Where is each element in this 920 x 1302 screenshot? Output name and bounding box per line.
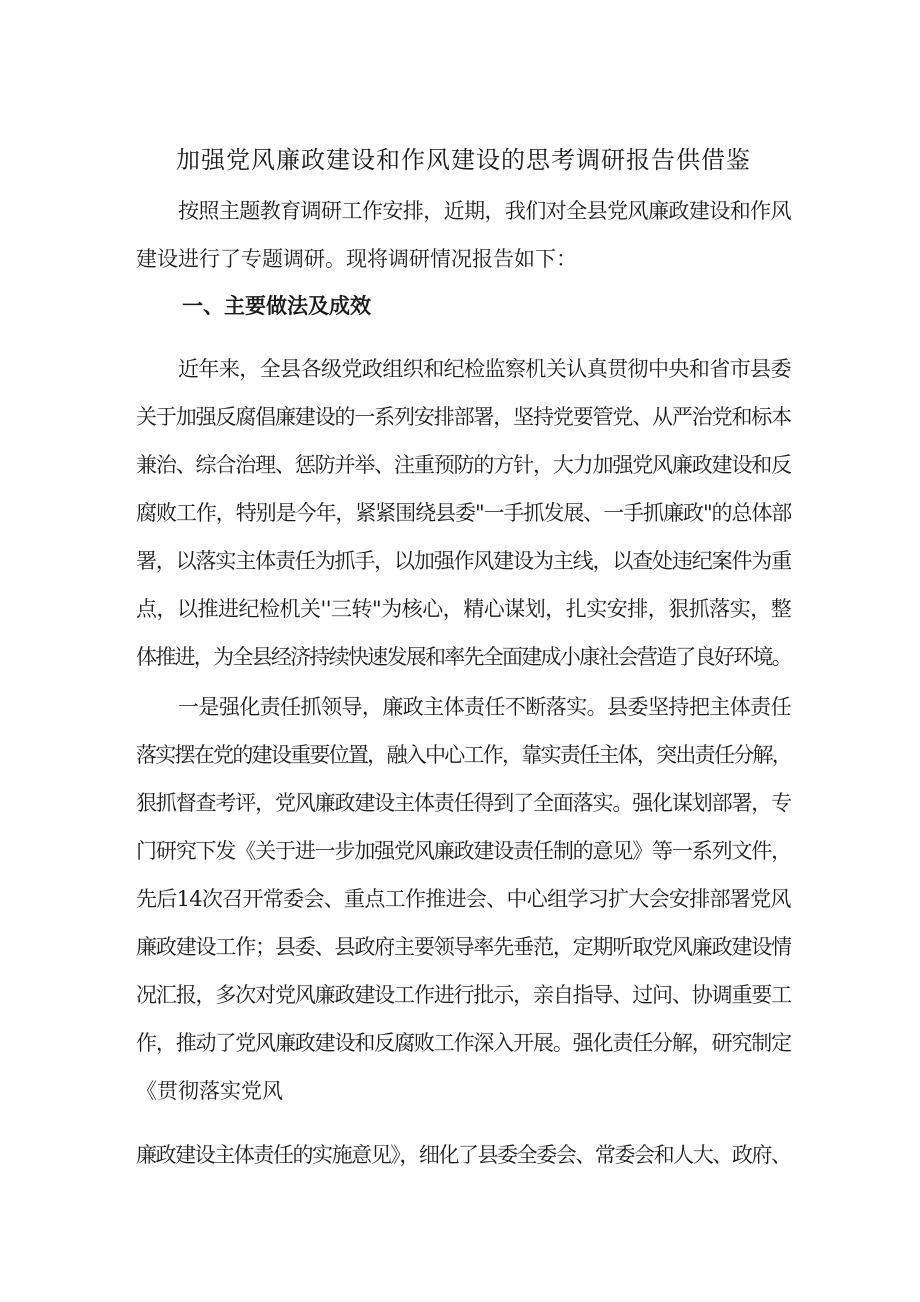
paragraph-1-line-7: 体推进，为全县经济持续快速发展和率先全面建成小康社会营造了良好环境。: [136, 645, 791, 669]
paragraph-1-line-4: 腐败工作，特别是今年，紧紧围绕县委"一手抓发展、一手抓廉政"的总体部: [136, 501, 791, 525]
paragraph-1: [136, 345, 791, 681]
paragraph-1-line-5: 署，以落实主体责任为抓手，以加强作风建设为主线，以查处违纪案件为重: [136, 549, 791, 573]
paragraph-2-line-9: 《贯彻落实党风: [136, 1079, 283, 1103]
paragraph-1-line-6: 点，以推进纪检机关''三转"为核心，精心谋划，扎实安排，狠抓落实，整: [136, 597, 791, 621]
paragraph-2-line-3: 狠抓督查考评，党风廉政建设主体责任得到了全面落实。强化谋划部署，专: [136, 791, 791, 815]
paragraph-2-line-6: 廉政建设工作；县委、县政府主要领导率先垂范，定期听取党风廉政建设情: [136, 935, 791, 959]
paragraph-2-line-4: 门研究下发《关于进一步加强党风廉政建设责任制的意见》等一系列文件，: [136, 839, 791, 863]
intro-paragraph: [136, 187, 791, 283]
intro-line-1: 按照主题教育调研工作安排，近期，我们对全县党风廉政建设和作风: [178, 199, 791, 223]
paragraph-2-line-1: 一是强化责任抓领导，廉政主体责任不断落实。县委坚持把主体责任: [178, 695, 791, 719]
document-title: 加强党风廉政建设和作风建设的思考调研报告供借鉴: [176, 146, 751, 174]
paragraph-2-line-8: 作，推动了党风廉政建设和反腐败工作深入开展。强化责任分解，研究制定: [136, 1031, 791, 1055]
intro-line-2: 建设进行了专题调研。现将调研情况报告如下：: [136, 247, 577, 271]
paragraph-2-line-2: 落实摆在党的建设重要位置，融入中心工作，靠实责任主体，突出责任分解，: [136, 743, 791, 767]
paragraph-2-line-5: 先后14次召开常委会、重点工作推进会、中心组学习扩大会安排部署党风: [136, 887, 791, 911]
paragraph-3-line-1: 廉政建设主体责任的实施意见》，细化了县委全委会、常委会和人大、政府、: [136, 1143, 791, 1167]
paragraph-3: [136, 1131, 791, 1179]
paragraph-2-line-7: 况汇报，多次对党风廉政建设工作进行批示，亲自指导、过问、协调重要工: [136, 983, 791, 1007]
paragraph-1-line-1: 近年来，全县各级党政组织和纪检监察机关认真贯彻中央和省市县委: [178, 357, 791, 381]
paragraph-1-line-3: 兼治、综合治理、惩防并举、注重预防的方针，大力加强党风廉政建设和反: [136, 453, 791, 477]
section-heading: 一、主要做法及成效: [182, 294, 371, 318]
paragraph-2: [136, 683, 791, 1115]
paragraph-1-line-2: 关于加强反腐倡廉建设的一系列安排部署，坚持党要管党、从严治党和标本: [136, 405, 791, 429]
